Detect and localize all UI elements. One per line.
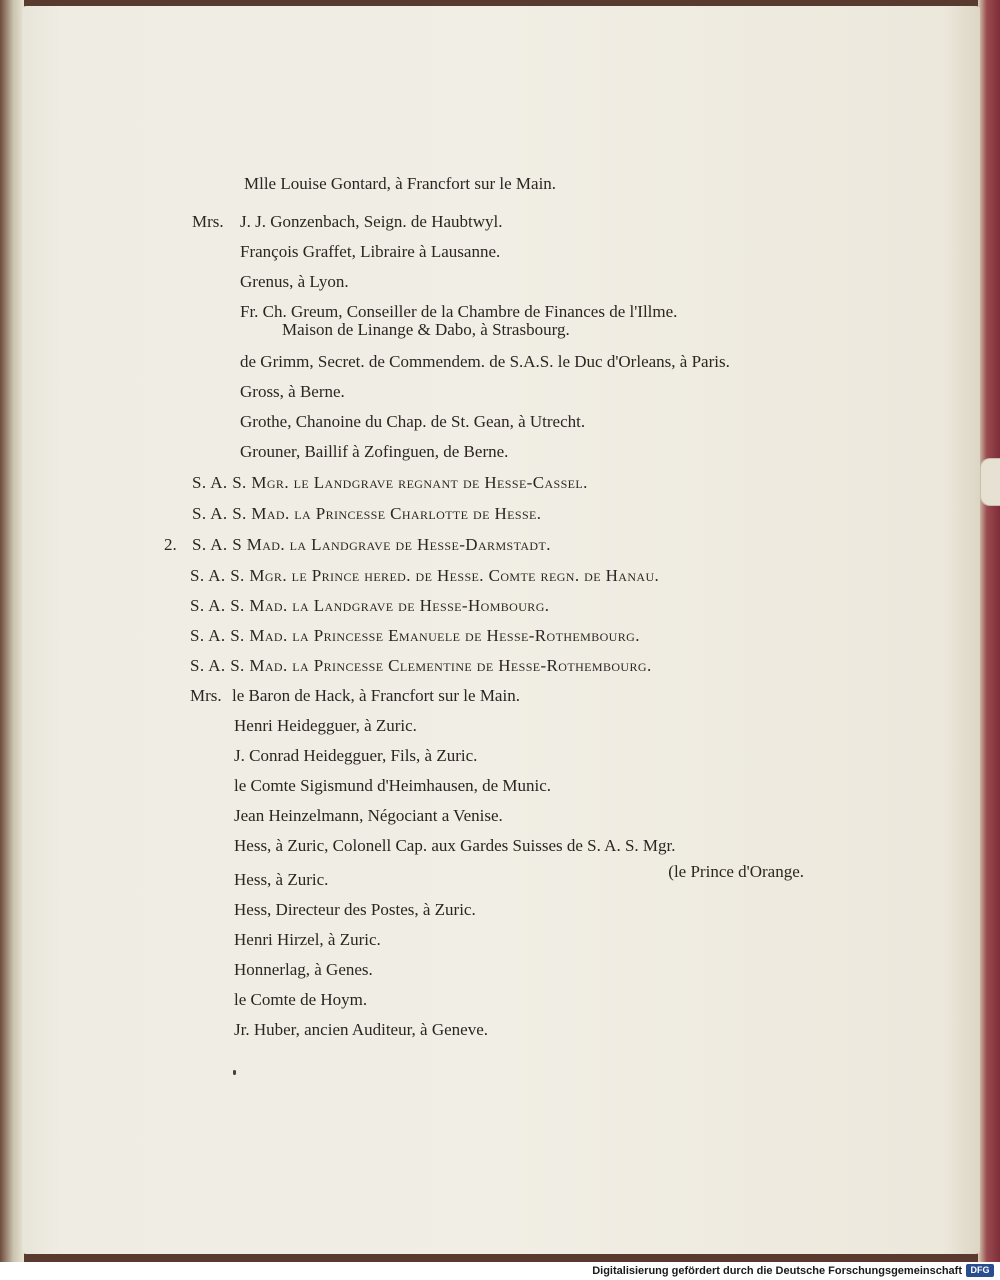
list-entry	[22, 212, 980, 242]
entry-name: S. A. S. Mgr. le Prince hered. de Hesse. Comte regn. de Hanau.	[190, 566, 660, 585]
entry-name: Grenus, à Lyon.	[240, 272, 349, 291]
list-entry	[22, 626, 980, 656]
entry-prefix: Mrs.	[190, 686, 222, 705]
list-entry	[22, 776, 980, 806]
list-entry	[22, 930, 980, 960]
entry-side-note: (le Prince d'Orange.	[668, 862, 804, 881]
list-entry	[22, 656, 980, 686]
entry-name: S. A. S. Mad. la Princesse Charlotte de Hesse.	[192, 504, 542, 523]
entry-name: François Graffet, Libraire à Lausanne.	[240, 242, 501, 261]
list-entry	[22, 686, 980, 716]
list-entry	[22, 1020, 980, 1050]
entry-name: S. A. S. Mgr. le Landgrave regnant de Hesse-Cassel.	[192, 473, 588, 492]
entry-name: J. Conrad Heidegguer, Fils, à Zuric.	[234, 746, 478, 765]
dfg-logo: DFG	[966, 1264, 994, 1277]
entry-name: Henri Hirzel, à Zuric.	[234, 930, 381, 949]
entry-number: 2.	[164, 535, 177, 554]
list-entry	[22, 272, 980, 302]
list-entry	[22, 473, 980, 503]
entry-name: Gross, à Berne.	[240, 382, 345, 401]
entry-name: S. A. S Mad. la Landgrave de Hesse-Darmstadt.	[192, 535, 551, 554]
entry-continuation: Maison de Linange & Dabo, à Strasbourg.	[282, 320, 570, 339]
entry-name: de Grimm, Secret. de Commendem. de S.A.S. le Duc d'Orleans, à Paris.	[240, 352, 730, 371]
entry-name: le Baron de Hack, à Francfort sur le Main.	[232, 686, 520, 705]
list-entry	[22, 504, 980, 534]
list-entry	[22, 242, 980, 272]
entry-name: Fr. Ch. Greum, Conseiller de la Chambre de Finances de l'Illme.	[240, 302, 678, 321]
entry-name: S. A. S. Mad. la Landgrave de Hesse-Hombourg.	[190, 596, 550, 615]
entry-name: Grothe, Chanoine du Chap. de St. Gean, à Utrecht.	[240, 412, 586, 431]
entry-name: le Comte de Hoym.	[234, 990, 368, 1009]
list-entry	[22, 412, 980, 442]
list-entry	[22, 566, 980, 596]
book-binding-left	[0, 0, 24, 1262]
list-entry	[22, 382, 980, 412]
list-entry	[22, 990, 980, 1020]
list-entry	[22, 302, 980, 346]
list-entry	[22, 442, 980, 472]
entry-name: S. A. S. Mad. la Princesse Clementine de Hesse-Rothembourg.	[190, 656, 652, 675]
entry-name: S. A. S. Mad. la Princesse Emanuele de Hesse-Rothembourg.	[190, 626, 640, 645]
digitization-footer	[0, 1262, 1000, 1280]
entry-name: Hess, à Zuric.	[234, 870, 329, 889]
entry-prefix: Mrs.	[192, 212, 224, 231]
entry-name: le Comte Sigismund d'Heimhausen, de Munic.	[234, 776, 552, 795]
list-entry	[22, 806, 980, 836]
entry-name: J. J. Gonzenbach, Seign. de Haubtwyl.	[240, 212, 503, 231]
book-binding-right	[978, 0, 1000, 1262]
list-entry	[22, 596, 980, 626]
list-entry	[22, 352, 980, 382]
document-page	[22, 6, 980, 1254]
entry-name: Henri Heidegguer, à Zuric.	[234, 716, 417, 735]
list-entry	[22, 746, 980, 776]
ink-speck	[233, 1070, 236, 1075]
entry-name: Hess, Directeur des Postes, à Zuric.	[234, 900, 476, 919]
list-entry	[22, 870, 980, 900]
entry-name: Jr. Huber, ancien Auditeur, à Geneve.	[234, 1020, 489, 1039]
entry-name: Hess, à Zuric, Colonell Cap. aux Gardes Suisses de S. A. S. Mgr.	[234, 836, 676, 855]
subscriber-list	[22, 6, 980, 1254]
entry-name: Mlle Louise Gontard, à Francfort sur le Main.	[244, 174, 557, 193]
list-entry	[22, 535, 980, 565]
footer-credit-text: Digitalisierung gefördert durch die Deutsche Forschungsgemeinschaft	[592, 1265, 962, 1277]
page-tab-mark	[980, 458, 1000, 506]
list-entry	[22, 960, 980, 990]
entry-name: Honnerlag, à Genes.	[234, 960, 373, 979]
entry-name: Jean Heinzelmann, Négociant a Venise.	[234, 806, 503, 825]
list-entry	[22, 174, 980, 204]
entry-name: Grouner, Baillif à Zofinguen, de Berne.	[240, 442, 509, 461]
list-entry	[22, 716, 980, 746]
list-entry	[22, 900, 980, 930]
